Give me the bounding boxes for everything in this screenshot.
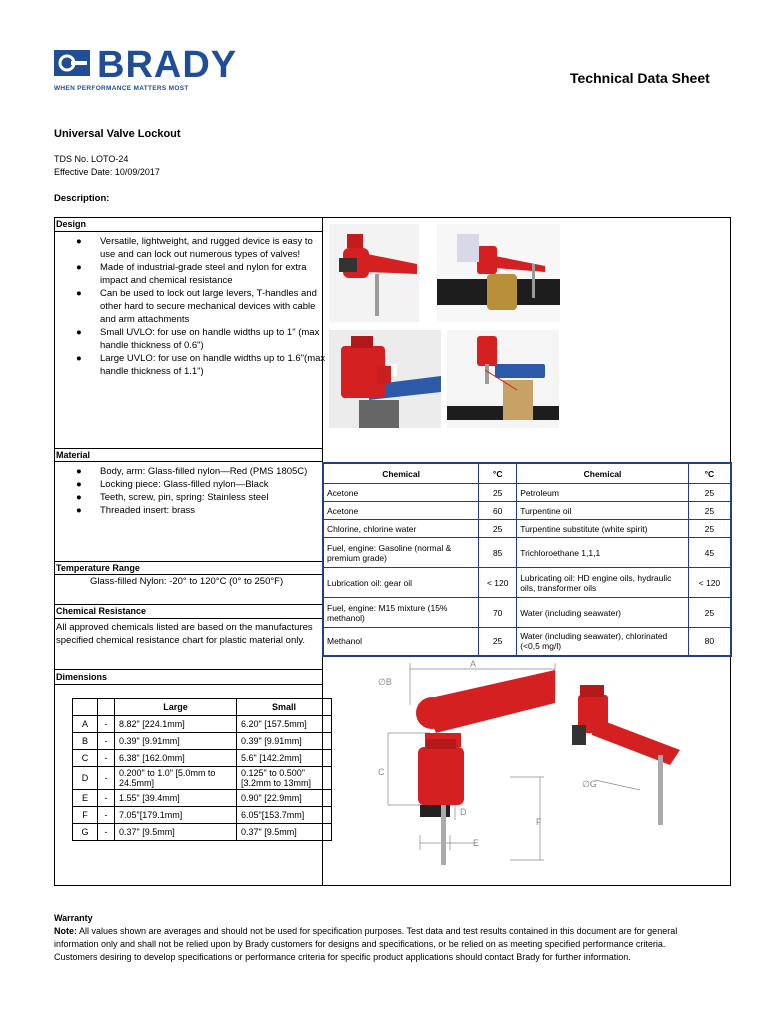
table-row <box>323 484 731 502</box>
table-cell: Fuel, engine: M15 mixture (15% methanol) <box>323 598 479 628</box>
table-cell: Acetone <box>323 484 479 502</box>
table-cell: 25 <box>479 484 517 502</box>
list-item: ● Large UVLO: for use on handle widths up to 1.6"(max handle thickness of 1.1") <box>76 353 326 377</box>
product-photo-gate-valve <box>447 330 559 428</box>
list-item: ● Versatile, lightweight, and rugged device is easy to use and can lock out numerous types of valves! <box>76 236 313 260</box>
table-cell: Trichloroethane 1,1,1 <box>517 538 689 568</box>
chemical-resistance-table <box>322 462 732 657</box>
table-cell: - <box>98 790 115 807</box>
drawing-label-f: F <box>536 817 542 827</box>
effective-date: Effective Date: 10/09/2017 <box>54 167 160 177</box>
chemical-top-divider <box>54 604 322 605</box>
table-cell: 70 <box>479 598 517 628</box>
table-cell: 1.55" [39.4mm] <box>115 790 237 807</box>
table-cell: Water (including seawater) <box>517 598 689 628</box>
table-row <box>73 716 332 733</box>
material-divider <box>54 461 322 462</box>
table-row <box>323 628 731 656</box>
design-divider <box>54 231 322 232</box>
temperature-heading: Temperature Range <box>56 563 140 573</box>
table-header-row <box>323 463 731 484</box>
table-header-row <box>73 699 332 716</box>
table-cell: < 120 <box>479 568 517 598</box>
table-cell: 7.05"[179.1mm] <box>115 807 237 824</box>
drawing-label-b: ∅B <box>378 677 392 687</box>
table-cell: F <box>73 807 98 824</box>
table-cell: B <box>73 733 98 750</box>
table-header-cell: °C <box>688 463 731 484</box>
table-cell: < 120 <box>688 568 731 598</box>
table-header-cell: °C <box>479 463 517 484</box>
table-row <box>323 538 731 568</box>
product-photo-small-lockout <box>329 224 419 322</box>
list-item: ● Made of industrial-grade steel and nylon for extra impact and chemical resistance <box>76 262 307 286</box>
dimensions-divider <box>54 684 322 685</box>
list-item: ● Locking piece: Glass-filled nylon—Black <box>76 479 269 490</box>
dimensions-table <box>72 698 332 841</box>
table-cell: Lubricating oil: HD engine oils, hydraulic oils, transformer oils <box>517 568 689 598</box>
temperature-top-divider <box>54 561 322 562</box>
table-cell: 45 <box>688 538 731 568</box>
table-row <box>73 824 332 841</box>
drawing-label-g: ∅G <box>582 779 597 789</box>
drawing-label-c: C <box>378 767 385 777</box>
table-row <box>323 520 731 538</box>
table-cell: 80 <box>688 628 731 656</box>
temperature-divider <box>54 574 322 575</box>
table-cell: 0.39" [9.91mm] <box>237 733 332 750</box>
table-cell: Methanol <box>323 628 479 656</box>
table-cell: G <box>73 824 98 841</box>
product-photo-lever-lockout <box>329 330 441 428</box>
table-cell: D <box>73 767 98 790</box>
table-cell: C <box>73 750 98 767</box>
list-item: ● Can be used to lock out large levers, T-handles and other hard to secure mechanical devices with cable and arm attachments <box>76 288 317 325</box>
table-row <box>73 790 332 807</box>
note-text: All values shown are averages and should not be used for specification purposes. Test data and test results contained in this document are for general information only and shall not be relied upon by Brady customers for designs and specifications, or be relied on as meeting specified performance criteria. Customers desiring to develop specifications or performance criteria for specific product applications should contact Brady for further information. <box>54 926 678 962</box>
table-header-cell <box>98 699 115 716</box>
material-heading: Material <box>56 450 91 460</box>
design-heading: Design <box>56 219 87 229</box>
chemical-resistance-text: All approved chemicals listed are based on the manufactures specified chemical resistance chart for plastic material only. <box>56 622 313 646</box>
table-row <box>73 733 332 750</box>
table-row <box>73 750 332 767</box>
list-item: ● Teeth, screw, pin, spring: Stainless steel <box>76 492 269 503</box>
table-cell: 25 <box>688 484 731 502</box>
document-type: Technical Data Sheet <box>570 70 710 86</box>
note-label: Note: <box>54 926 77 936</box>
table-cell: - <box>98 824 115 841</box>
warranty-note <box>54 925 694 964</box>
table-cell: A <box>73 716 98 733</box>
table-row <box>323 568 731 598</box>
table-cell: Fuel, engine: Gasoline (normal & premium grade) <box>323 538 479 568</box>
table-cell: 25 <box>479 628 517 656</box>
table-cell: 8.82" [224.1mm] <box>115 716 237 733</box>
brady-logo-mark-icon <box>54 46 94 80</box>
table-cell: Turpentine oil <box>517 502 689 520</box>
table-header-cell: Large <box>115 699 237 716</box>
chemical-resistance-heading: Chemical Resistance <box>56 606 147 616</box>
material-top-divider <box>54 448 322 449</box>
table-cell: - <box>98 767 115 790</box>
table-cell: - <box>98 733 115 750</box>
table-header-cell: Small <box>237 699 332 716</box>
table-cell: E <box>73 790 98 807</box>
list-item: ● Small UVLO: for use on handle widths up to 1" (max handle thickness of 0.6") <box>76 327 320 351</box>
product-photo-ball-valve <box>437 224 560 322</box>
chemical-divider <box>54 618 322 619</box>
warranty-heading: Warranty <box>54 913 93 923</box>
table-cell: Turpentine substitute (white spirit) <box>517 520 689 538</box>
tds-number: TDS No. LOTO-24 <box>54 154 129 164</box>
table-row <box>323 598 731 628</box>
product-title: Universal Valve Lockout <box>54 128 181 140</box>
table-header-cell: Chemical <box>517 463 689 484</box>
table-cell: Petroleum <box>517 484 689 502</box>
list-item: ● Body, arm: Glass-filled nylon—Red (PMS 1805C) <box>76 466 308 477</box>
table-cell: 60 <box>479 502 517 520</box>
table-cell: Chlorine, chlorine water <box>323 520 479 538</box>
dimensions-heading: Dimensions <box>56 672 108 682</box>
table-cell: Water (including seawater), chlorinated (<0,5 mg/l) <box>517 628 689 656</box>
table-cell: 25 <box>479 520 517 538</box>
table-cell: 6.38" [162.0mm] <box>115 750 237 767</box>
description-heading: Description: <box>54 193 110 204</box>
drawing-label-d: D <box>460 807 467 817</box>
material-bullet-list <box>54 465 322 517</box>
dimension-drawing <box>340 655 700 870</box>
list-item: ● Threaded insert: brass <box>76 505 196 516</box>
table-cell: 25 <box>688 502 731 520</box>
table-cell: Lubrication oil: gear oil <box>323 568 479 598</box>
table-row <box>73 767 332 790</box>
table-cell: 85 <box>479 538 517 568</box>
table-cell: 0.200" to 1.0" [5.0mm to 24.5mm] <box>115 767 237 790</box>
table-cell: 0.37" [9.5mm] <box>237 824 332 841</box>
table-cell: 0.37" [9.5mm] <box>115 824 237 841</box>
table-cell: 6.20" [157.5mm] <box>237 716 332 733</box>
table-cell: 0.125" to 0.500" [3.2mm to 13mm] <box>237 767 332 790</box>
table-header-cell: Chemical <box>323 463 479 484</box>
drawing-label-a: A <box>470 659 477 669</box>
table-cell: 0.90" [22.9mm] <box>237 790 332 807</box>
brand-tagline: WHEN PERFORMANCE MATTERS MOST <box>54 85 189 92</box>
table-cell: 0.39" [9.91mm] <box>115 733 237 750</box>
table-cell: 5.6" [142.2mm] <box>237 750 332 767</box>
table-cell: - <box>98 716 115 733</box>
table-cell: Acetone <box>323 502 479 520</box>
table-row <box>323 502 731 520</box>
table-cell: - <box>98 807 115 824</box>
table-row <box>73 807 332 824</box>
design-bullet-list <box>54 235 326 378</box>
table-header-cell <box>73 699 98 716</box>
drawing-label-e: E <box>473 838 480 848</box>
table-cell: 25 <box>688 520 731 538</box>
temperature-text: Glass-filled Nylon: -20° to 120°C (0° to 250°F) <box>90 576 284 587</box>
dimensions-top-divider <box>54 669 322 670</box>
table-cell: 25 <box>688 598 731 628</box>
brand-wordmark: BRADY <box>97 44 238 86</box>
table-cell: 6.05"[153.7mm] <box>237 807 332 824</box>
table-cell: - <box>98 750 115 767</box>
